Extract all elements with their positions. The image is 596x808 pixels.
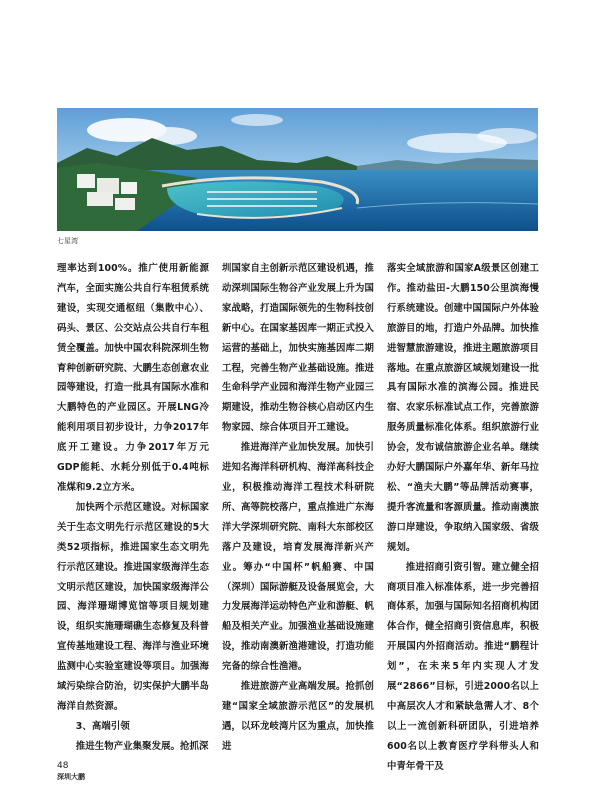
paragraph: 推进生物产业集聚发展。抢抓深 — [75, 740, 209, 752]
paragraph: 推进旅游产业高端发展。抢抓创建“国家全域旅游示范区”的发展机遇，以环龙岐湾片区为重点，加快推进 — [222, 681, 374, 752]
text-column-2 — [222, 259, 374, 757]
photo-caption: 七星湾 — [57, 237, 78, 245]
publication-name: 深圳大鹏 — [57, 773, 85, 781]
paragraph: 理率达到100%。推广使用新能源汽车，全面实施公共自行车租赁系统建设，实现交通枢纽（集散中心）、码头、景区、公交站点公共自行车租赁全覆盖。加快中国农科院深圳生物育种创新研究院、大鹏生态创意农业园等建设，打造一批具有国际水准和大鹏特色的产业园区。开展LNG冷能利用项目初步设计，力争2017年底开工建设。力争2017年万元GDP能耗、水耗分别低于0.4吨标准煤和9.2立方米。 — [57, 263, 209, 493]
text-column-3 — [387, 259, 539, 777]
coastal-bay-photo — [57, 108, 538, 231]
paragraph: 圳国家自主创新示范区建设机遇，推动深圳国际生物谷产业发展上升为国家战略，打造国际领先的生物科技创新中心。在国家基因库一期正式投入运营的基础上，加快实施基因库二期工程，完善生物产业基础设施。推进生命科学产业园和海洋生物产业园三期建设，推动生物谷核心启动区内生物家园、综合体项目开工建设。 — [222, 263, 374, 434]
paragraph: 推进海洋产业加快发展。加快引进知名海洋科研机构、海洋高科技企业，积极推动海洋工程技术科研院所、高等院校落户，重点推进广东海洋大学深圳研究院、南科大东部校区落户及建设，培育发展海洋新兴产业。筹办“中国杯”帆船赛、中国（深圳）国际游艇及设备展览会，大力发展海洋运动特色产业和游艇、帆船及相关产业。加强渔业基础设施建设，推动南澳新渔港建设，打造功能完备的综合性渔港。 — [222, 442, 374, 673]
paragraph: 落实全域旅游和国家A级景区创建工作。推动盐田-大鹏150公里滨海慢行系统建设。创建中国国际户外体验旅游目的地，打造户外品牌。加快推进智慧旅游建设，推进主题旅游项目落地。在重点旅游区域规划建设一批具有国际水准的滨海公园。推进民宿、农家乐标准试点工作，完善旅游服务质量标准化体系。组织旅游行业协会，发布诚信旅游企业名单。继续办好大鹏国际户外嘉年华、新年马拉松、“渔夫大鹏”等品牌活动赛事，提升客流量和客源质量。推动南澳旅游口岸建设，争取纳入国家级、省级规划。 — [387, 263, 539, 553]
paragraph: 加快两个示范区建设。对标国家关于生态文明先行示范区建设的5大类52项指标，推进国家生态文明先行示范区建设。推进国家级海洋生态文明示范区建设，加快国家级海洋公园、海洋珊瑚博览馆等项目规划建设，组织实施珊瑚礁生态修复及科普宣传基地建设工程、海洋与渔业环境监测中心实验室建设等项目。加强海域污染综合防治，切实保护大鹏半岛海洋自然资源。 — [57, 501, 209, 712]
paragraph: 推进招商引资引智。建立健全招商项目准入标准体系，进一步完善招商体系，加强与国际知名招商机构团体合作，健全招商引资信息库，积极开展国内外招商活动。推进“鹏程计划”，在未来5年内实现人才发展“2866”目标，引进2000名以上中高层次人才和紧缺急需人才、8个以上一流创新科研团队，引进培养600名以上教育医疗学科带头人和中青年骨干及 — [387, 561, 539, 772]
section-heading: 3、高端引领 — [75, 720, 130, 732]
page-number: 48 — [57, 761, 69, 771]
page-folio — [57, 761, 85, 783]
text-column-1 — [57, 259, 209, 757]
